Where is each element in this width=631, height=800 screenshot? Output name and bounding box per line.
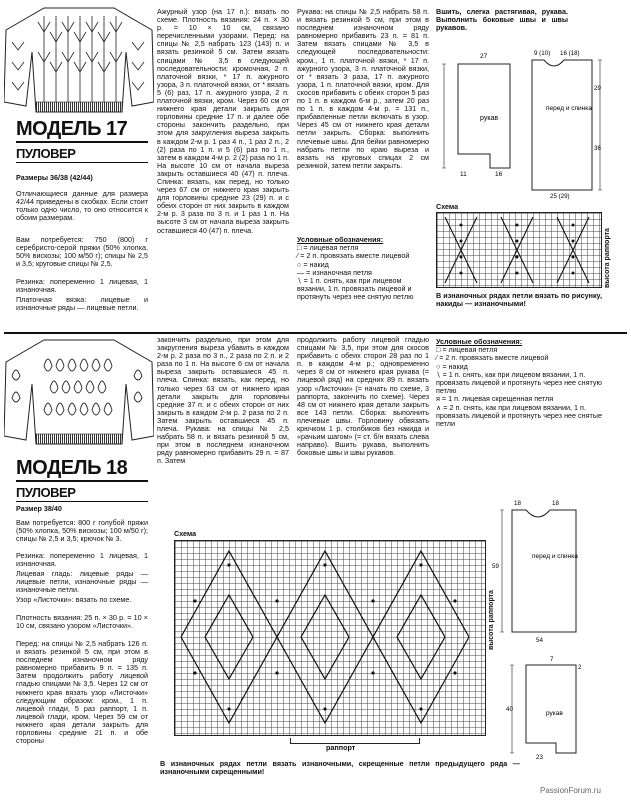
model17-body-diagram xyxy=(522,50,606,200)
model17-legend-item: □ = лицевая петля xyxy=(297,243,359,253)
model18-legend-item: ᴙ = 1 п. лицевая скрещенная петля xyxy=(436,394,554,404)
model17-subtitle: ПУЛОВЕР xyxy=(16,146,76,161)
model18-legend-item: ○ = накид xyxy=(436,361,468,371)
model17-legend-item: — = изнаночная петля xyxy=(297,267,372,277)
svg-text:18: 18 xyxy=(552,500,559,507)
svg-text:27: 27 xyxy=(480,53,488,60)
model18-subtitle-rule xyxy=(16,501,148,502)
model17-front-label: перед и спинка xyxy=(546,105,592,112)
model18-rapport-label: раппорт xyxy=(326,743,356,752)
svg-text:23: 23 xyxy=(536,754,543,760)
model18-rib: Резинка: попеременно 1 лицевая, 1 изнаночная. xyxy=(16,551,148,569)
model18-rapport-height-label: высота раппорта xyxy=(488,590,495,650)
model17-sizes: Размеры 36/38 (42/44) xyxy=(16,173,93,182)
model18-materials: Вам потребуется: 800 г голубой пряжи (50% хлопка, 50% вискозы; 100 м/50 г); спицы № 2,5 и 3,5; крючок № 3. xyxy=(16,518,148,544)
model18-legend-item: ∧ = 2 п. снять, как при лицевом вязании, 1 п. провязать лицевой и протянуть через нее снятые петли xyxy=(436,402,602,429)
model17-sleeve-label: рукав xyxy=(480,115,499,122)
model17-knitting-chart xyxy=(436,212,602,288)
model18-legend xyxy=(436,338,606,428)
model18-legend-item: □ = лицевая петля xyxy=(436,345,498,355)
model17-plain: Платочная вязка: лицевые и изнаночные ряды — лицевые петли. xyxy=(16,295,148,313)
svg-text:59: 59 xyxy=(492,563,499,570)
model17-title-rule xyxy=(16,141,148,143)
model17-intro: Отличающиеся данные для размера 42/44 приведены в скобках. Если стоит только одно число, то оно относится к обоим размерам. xyxy=(16,189,148,223)
svg-text:40: 40 xyxy=(506,706,513,713)
model18-body-diagram xyxy=(492,498,602,646)
model18-legend-title: Условные обозначения: xyxy=(436,337,523,346)
model17-column4-top: Вшить, слегка растягивая, рукава. Выполнить боковые швы и швы рукавов. xyxy=(436,7,568,33)
model17-sleeve-diagram xyxy=(440,50,522,180)
svg-text:2: 2 xyxy=(578,664,582,671)
model17-legend-item: ∕ = 2 п. провязать вместе лицевой xyxy=(297,251,410,261)
svg-text:16: 16 xyxy=(495,171,503,178)
model17-subtitle-rule xyxy=(16,162,148,163)
svg-text:16 (18): 16 (18) xyxy=(560,50,580,57)
model17-legend-title: Условные обозначения: xyxy=(297,235,384,244)
model18-sleeve-label: рукав xyxy=(546,710,563,717)
model17-legend-item: ○ = накид xyxy=(297,259,329,269)
model18-title-rule xyxy=(16,480,148,482)
model18-sleeve-diagram xyxy=(506,655,606,760)
model18-scheme-label: Схема xyxy=(174,529,197,538)
svg-text:36: 36 xyxy=(594,145,601,152)
model18-scheme-note: В изнаночных рядах петли вязать изнаночными, скрещенные петли предыдущего ряда — изнаночными скрещенными! xyxy=(160,759,520,777)
model17-sweater-illustration xyxy=(4,2,154,114)
model17-scheme-label: Схема xyxy=(436,202,459,211)
model18-front: Перед: на спицы № 2,5 набрать 126 п. и вязать резинкой 5 см, при этом в последнем изнаночном ряду равномерно прибавить 9 п. = 135 п. Затем продолжить работу лицевой гладью спицами № 3,5. Через 12 см от нижнего края вязать узор «Листочки» следующим образом: кром., 1 п. лицевой глади, 5 раз раппорт, 1 п. лицевой глади, кром. Через 59 см от нижнего края детали закрыть для горловины средние 21 п. и обе стороны xyxy=(16,639,148,746)
svg-text:7: 7 xyxy=(550,656,554,663)
model17-rib: Резинка: попеременно 1 лицевая, 1 изнаночная. xyxy=(16,277,148,295)
model18-column2: закончить раздельно, при этом для закругления выреза убавить в каждом 2-м р. 2 раза по 3 п., 2 раза по 2 п. и 2 раза по 1 п. На высоте 6 см от начала выреза закрыть оставшиеся 45 п. плеча. Спинка: вязать, как перед, но только через 63 см от нижнего края детали закрыть для горловины средние 37 п. и с обеих сторон от них закрыть в каждом 2-м р. 2 раза по 2 п. Затем закрыть оставшиеся 45 п. плеча. Рукава: на спицы № 2,5 набрать 58 п. и вязать резинкой 5 см, при этом в последнем изнаночном ряду равномерно прибавить 29 п. = 87 п. Затем xyxy=(157,335,289,466)
model18-sweater-illustration xyxy=(4,336,154,448)
model18-leaf-pattern: Узор «Листочки»: вязать по схеме. xyxy=(16,595,132,604)
svg-text:54: 54 xyxy=(536,637,543,644)
model18-sizes: Размер 38/40 xyxy=(16,504,62,513)
model17-rapport-height-label: высота раппорта xyxy=(604,228,611,288)
model18-legend-item: ∖ = 1 п. снять, как при лицевом вязании, 1 п. провязать лицевой и протянуть через нее снятую петлю xyxy=(436,369,602,396)
model17-materials: Вам потребуется: 750 (800) г серебристо-серой пряжи (50% хлопка, 50% вискозы; 100 м/50 г); спицы № 2,5 и 3,5; круговые спицы № 2,5. xyxy=(16,235,148,269)
model17-column2: Ажурный узор (на 17 п.): вязать по схеме. Плотность вязания: 24 п. × 30 р. = 10 × 10 см, связано перечисленными узорами. Перед: на спицы № 2,5 набрать 123 (143) п. и вязать резинкой 5 см. Затем вязать спицами № 3,5 в следующей последовательности: кромочная, 2 п. платочной вязки, * 17 п. ажурного узора, 3 п. платочной вязки, от * вязать 5 (6) раз, 17 п. ажурного узора, 2 п. платочной вязки, кром. Через 60 см от нижнего края детали закрыть для горловины средние 17 п. и далее обе стороны закончить раздельно, при этом для закругления выреза закрыть в каждом 2-м р. 1 раз 4 п., 1 раз 2 п., 2 (2) раза по 1 п. и 5 (6) раз по 1 п., затем в каждом 4-м р. 2 (2) раза по 1 п. На высоте 10 см от начала выреза закрыть оставшиеся 40 (47) п. плеча. Спинка: вязать, как перед, но только через 67 см от нижнего края закрыть для горловины средние 23 (29) п. и с обеих сторон от них закрыть в каждом 2-м р. 3 раза по 3 п. и 1 раз 1 п. На высоте 3 см от начала выреза закрыть оставшиеся 40 (47) п. плеча. xyxy=(157,7,289,235)
model17-legend-item: ∖ = 1 п. снять, как при лицевом вязании, 1 п. провязать лицевой и протянуть через нее снятую петлю xyxy=(297,276,414,302)
model18-column3: продолжить работу лицевой гладью спицами № 3,5, при этом для скосов прибавить с обеих сторон 28 раз по 1 п. в каждом 4-м р.; одновременно через 8 см от нижнего края рукава (= лицевой ряд) на средних 89 п. вязать узор «Листочки» (= начать по схеме, 3 раппорта, закончить по схеме). Через 48 см от нижнего края детали закрыть все 143 петли. Сборка: выполнить плечевые швы. Горловину обвязать крючком 1 р. столбиков без накида и «рачьим шагом» (= ст. б/н вязать слева направо). Вшить рукава, выполнить боковые швы и швы рукавов. xyxy=(297,335,429,458)
model17-legend xyxy=(297,236,429,302)
svg-text:9 (10): 9 (10) xyxy=(534,50,551,57)
model17-title: МОДЕЛЬ 17 xyxy=(16,118,128,140)
model18-title: МОДЕЛЬ 18 xyxy=(16,457,128,479)
svg-text:18: 18 xyxy=(514,500,521,507)
model18-stockinette: Лицевая гладь: лицевые ряды — лицевые петли, изнаночные ряды — изнаночные петли. xyxy=(16,569,148,595)
section-divider xyxy=(4,332,627,334)
model18-front-label: перед и спинка xyxy=(532,553,578,560)
model18-subtitle: ПУЛОВЕР xyxy=(16,485,76,500)
model18-density: Плотность вязания: 25 п. × 30 р. = 10 × 10 см, связано узором «Листочки». xyxy=(16,613,148,631)
model18-legend-item: ∕ = 2 п. провязать вместе лицевой xyxy=(436,353,549,363)
model17-scheme-note: В изнаночных рядах петли вязать по рисунку, накиды — изнаночными! xyxy=(436,291,602,309)
svg-text:25 (29): 25 (29) xyxy=(550,193,570,200)
model17-column3: Рукава: на спицы № 2,5 набрать 58 п. и вязать резинкой 5 см, при этом в последнем изнаночном ряду равномерно прибавить 23 п. = 81 п. Затем вязать спицами № 3,5 в следующей последовательности: кром., 1 п. платочной вязки, * 17 п. ажурного узора, 3 п. платочной вязки, от * вязать 3 раза, 17 п. ажурного узора, 1 п. платочной вязки, кром. Для скосов прибавить с обеих сторон 5 раз по 1 п. в каждом 6-м р., затем 20 раз по 1 п. в каждом 4-м р. = 131 п., прибавленные петли включать в узор. Через 45 см от нижнего края детали петли закрыть. Сборка: выполнить плечевые швы. Для бейки равномерно набрать петли по краю выреза и вязать на круговых спицах 2 см резинкой, затем петли закрыть. xyxy=(297,7,429,170)
svg-text:29: 29 xyxy=(594,85,601,92)
watermark: PassionForum.ru xyxy=(540,786,601,795)
model18-knitting-chart xyxy=(174,540,486,736)
svg-text:11: 11 xyxy=(460,171,467,178)
